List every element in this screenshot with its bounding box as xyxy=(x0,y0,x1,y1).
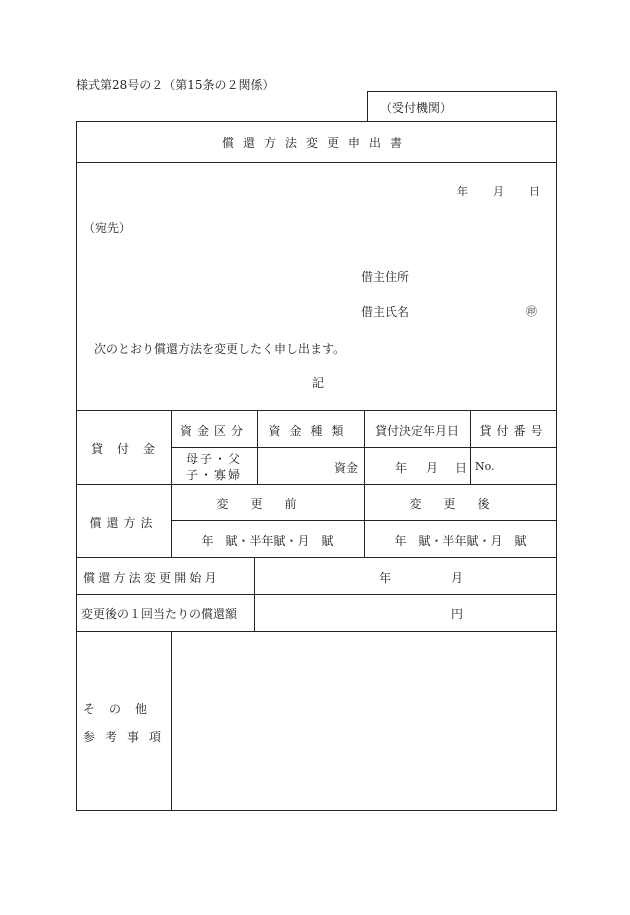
fund-suffix: 資金 xyxy=(334,461,359,475)
date-day: 日 xyxy=(529,185,540,198)
repayment-row-label: 償還方法 xyxy=(89,516,158,530)
remarks-field[interactable] xyxy=(172,632,556,810)
category-line1: 母子・父 xyxy=(185,452,242,466)
header-fund-type: 資金種類 xyxy=(268,424,353,438)
divider xyxy=(76,594,557,595)
addressee: （宛先） xyxy=(83,221,132,235)
date-year: 年 xyxy=(457,185,468,198)
amount-unit: 円 xyxy=(451,607,464,621)
form-title: 償還方法変更申出書 xyxy=(221,136,411,150)
start-month: 月 xyxy=(451,571,464,585)
other-label-line1: そ の 他 xyxy=(83,702,149,716)
after-label: 変更後 xyxy=(409,497,512,511)
ki-label: 記 xyxy=(312,376,325,390)
reception-label: （受付機関） xyxy=(380,101,453,115)
form-number: 様式第28号の２（第15条の２関係） xyxy=(76,78,275,92)
after-options: 年 賦・半年賦・月 賦 xyxy=(394,534,527,548)
header-loan-number: 貸付番号 xyxy=(479,424,548,438)
decision-day: 日 xyxy=(455,461,468,475)
statement-text: 次のとおり償還方法を変更したく申し出ます。 xyxy=(94,342,346,356)
decision-year: 年 xyxy=(395,461,408,475)
divider xyxy=(76,557,557,558)
borrower-address-label: 借主住所 xyxy=(361,270,410,284)
reception-box xyxy=(367,91,557,122)
seal-mark: ㊞ xyxy=(526,305,537,318)
start-year: 年 xyxy=(379,571,392,585)
loan-number-prefix: No. xyxy=(475,460,495,473)
other-label-line2: 参考事項 xyxy=(83,730,172,744)
header-fund-category: 資金区分 xyxy=(179,424,248,438)
divider xyxy=(171,520,557,521)
before-label: 変更前 xyxy=(216,497,319,511)
amount-label: 変更後の１回当たりの償還額 xyxy=(81,607,238,621)
category-line2: 子・寡婦 xyxy=(185,468,242,482)
decision-month: 月 xyxy=(426,461,439,475)
divider xyxy=(76,410,557,411)
borrower-name-label: 借主氏名 xyxy=(361,305,410,319)
header-decision-date: 貸付決定年月日 xyxy=(374,424,459,438)
before-options: 年 賦・半年賦・月 賦 xyxy=(201,534,334,548)
loan-row-label: 貸 付 金 xyxy=(90,442,156,456)
date-month: 月 xyxy=(493,185,504,198)
start-month-label: 償還方法変更開始月 xyxy=(83,571,220,585)
divider xyxy=(76,162,557,163)
divider xyxy=(76,484,557,485)
